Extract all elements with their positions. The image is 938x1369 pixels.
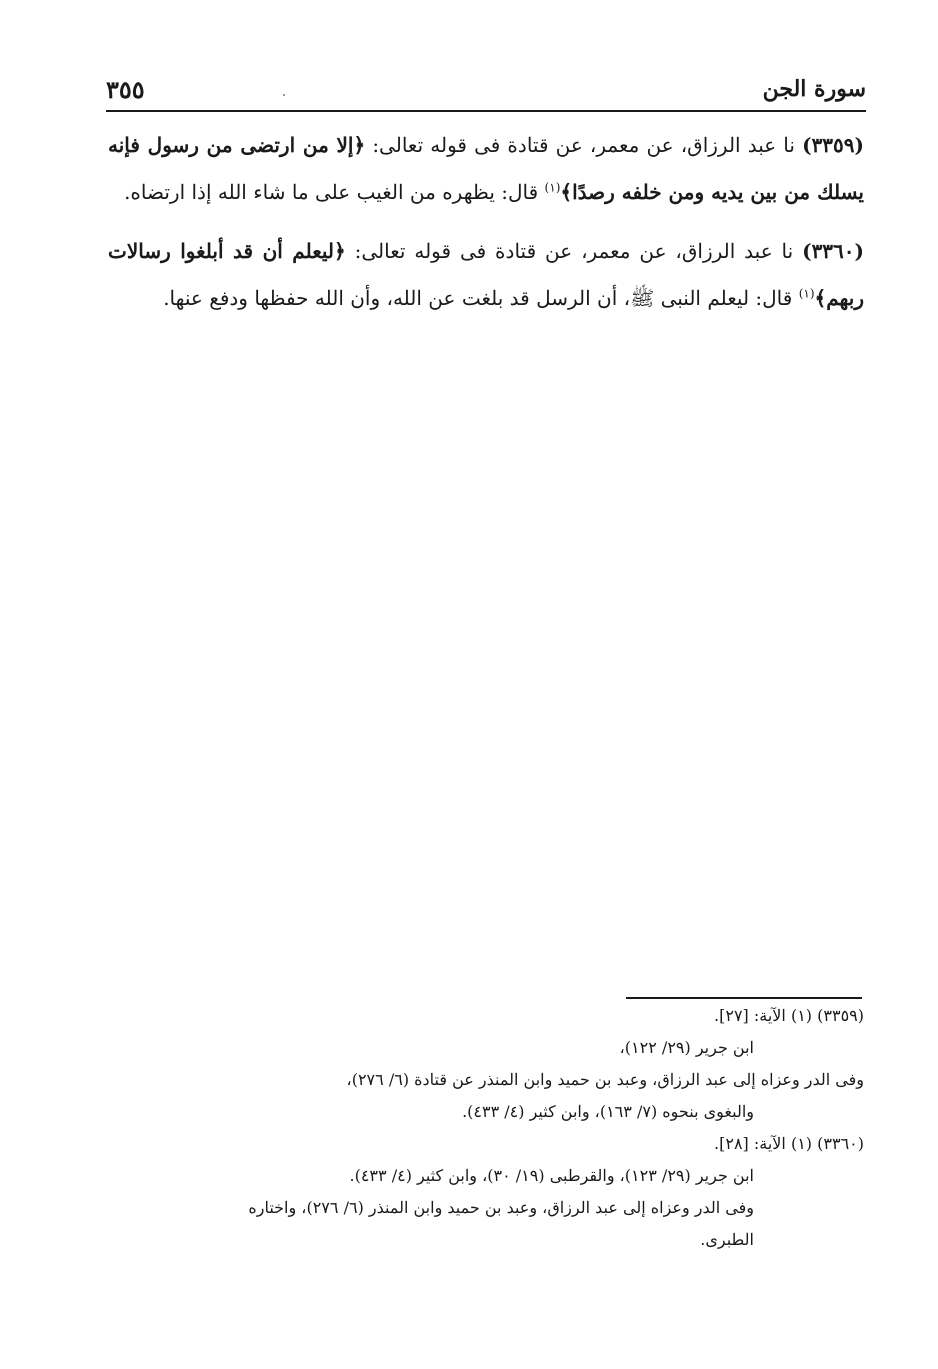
running-header [106,70,866,108]
entry-number: (٣٣٥٩) [802,133,864,157]
footnote-line: وفى الدر وعزاه إلى عبد الرزاق، وعبد بن حميد وابن المنذر (٦/ ٢٧٦)، واختاره [248,1198,754,1217]
entry-intro: نا عبد الرزاق، عن معمر، عن قتادة فى قوله تعالى: [365,133,803,157]
main-text [108,122,864,334]
page-number: ٣٥٥ [106,74,145,104]
footnote-line: الطبرى. [700,1230,754,1249]
entry-commentary: قال: يظهره من الغيب على ما شاء الله إذا ارتضاه. [124,180,545,204]
footnote-line: ابن جرير (٢٩/ ١٢٢)، [619,1038,754,1057]
footnote-line: وفى الدر وعزاه إلى عبد الرزاق، وعبد بن حميد وابن المنذر عن قتادة (٦/ ٢٧٦)، [346,1070,864,1089]
entry-intro: نا عبد الرزاق، عن معمر، عن قتادة فى قوله تعالى: [345,239,803,263]
entry-3360 [108,228,864,322]
entry-commentary: قال: ليعلم النبى ﷺ، أن الرسل قد بلغت عن الله، وأن الله حفظها ودفع عنها. [163,286,799,310]
footnote-head: (٣٣٥٩) (١) الآية: [٢٧]. [714,1006,864,1025]
footnote-rule [626,997,862,999]
footnote-head: (٣٣٦٠) (١) الآية: [٢٨]. [714,1134,864,1153]
surah-title: سورة الجن [762,76,866,102]
footnote-ref: (١) [798,286,815,301]
entry-number: (٣٣٦٠) [802,239,864,263]
footnote-ref: (١) [544,180,561,195]
entry-3359 [108,122,864,216]
quran-quote: ﴿إلا من ارتضى من رسول فإنه يسلك من بين يديه ومن خلفه رصدًا﴾ [108,133,864,204]
header-rule [106,110,866,112]
quran-quote: ﴿ليعلم أن قد أبلغوا رسالات ربهم﴾ [108,239,864,310]
footnotes [108,1000,864,1256]
footnote-line: والبغوى بنحوه (٧/ ١٦٣)، وابن كثير (٤/ ٤٣٣). [462,1102,754,1121]
footnote-line: ابن جرير (٢٩/ ١٢٣)، والقرطبى (١٩/ ٣٠)، وابن كثير (٤/ ٤٣٣). [349,1166,754,1185]
